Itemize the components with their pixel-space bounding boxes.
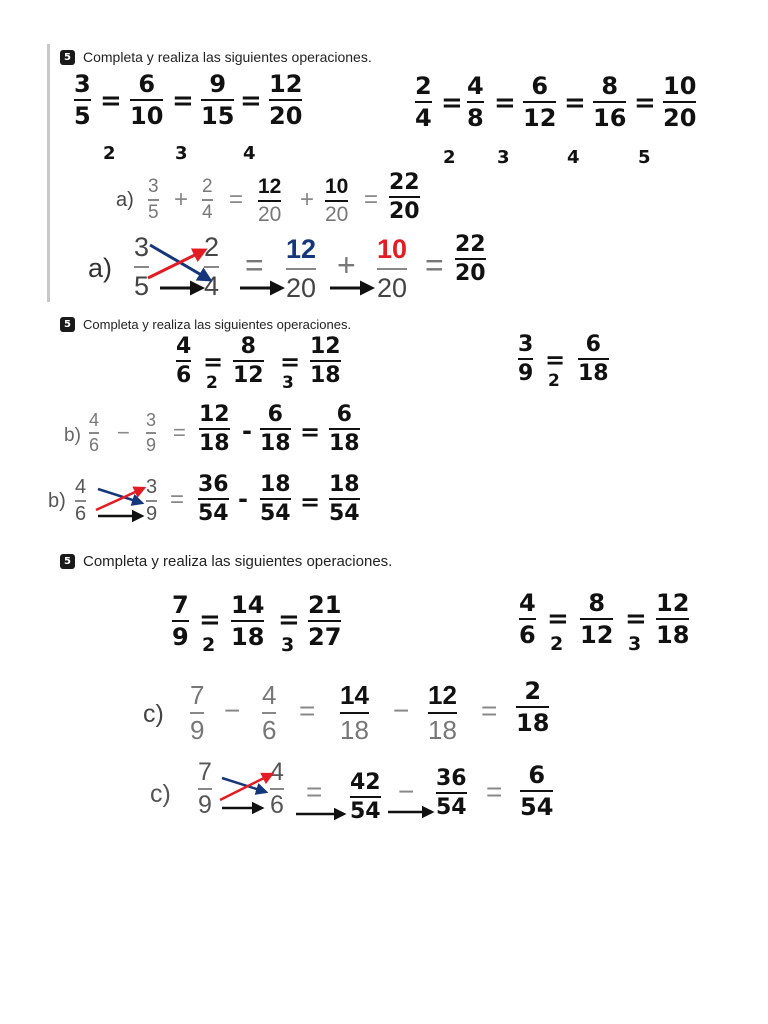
equals-sign: = [280, 348, 301, 376]
fraction: 4 6 [262, 680, 277, 745]
equals-sign: = [245, 247, 264, 283]
equals-sign: = [625, 604, 647, 634]
minus-sign: − [117, 420, 130, 445]
equals-sign: = [278, 605, 300, 635]
equals-sign: = [564, 88, 586, 118]
item-label: a) [88, 253, 113, 283]
equals-sign: = [545, 346, 566, 374]
exercise-badge: 5 [60, 50, 75, 65]
item-label: a) [116, 189, 134, 211]
fraction: 18 54 [260, 472, 291, 526]
item-label: b) [64, 425, 81, 446]
fraction: 4 6 [89, 410, 100, 455]
equals-sign: = [486, 776, 503, 807]
fraction: 10 20 [325, 175, 349, 226]
fraction: 3 9 [518, 332, 534, 386]
multiplier: 2 [443, 147, 456, 168]
plus-sign: + [300, 186, 315, 213]
equals-sign: = [172, 86, 194, 116]
fraction: 7 9 [190, 680, 205, 745]
heading-text: Completa y realiza las siguientes operaciones. [83, 49, 372, 65]
equals-sign: = [173, 420, 186, 445]
multiplier: 4 [243, 143, 256, 164]
multiplier: 2 [202, 634, 216, 656]
exercise-badge: 5 [60, 317, 75, 332]
fraction: 10 20 [377, 234, 408, 303]
fraction: 12 18 [199, 402, 230, 456]
heading-text: Completa y realiza las siguientes operaciones. [83, 553, 393, 570]
fraction: 12 18 [310, 334, 341, 388]
fraction: 2 4 [415, 72, 432, 132]
fraction: 6 18 [329, 402, 360, 456]
multiplier: 2 [550, 633, 564, 655]
fraction: 4 6 [75, 476, 87, 525]
fraction: 6 12 [523, 72, 557, 132]
fraction: 8 16 [593, 72, 627, 132]
fraction: 3 9 [146, 476, 158, 525]
multiplier: 3 [175, 143, 188, 164]
fraction: 8 12 [580, 589, 614, 649]
equals-sign: = [494, 88, 516, 118]
fraction: 12 18 [428, 680, 457, 745]
fraction: 6 18 [260, 402, 291, 456]
minus-sign: − [224, 695, 241, 726]
fraction: 36 54 [198, 472, 229, 526]
minus-sign: - [242, 417, 252, 445]
equals-sign: = [199, 605, 221, 635]
equals-sign: = [481, 695, 498, 726]
equals-sign: = [364, 186, 379, 213]
fraction: 6 54 [520, 761, 554, 821]
multiplier: 3 [281, 634, 295, 656]
fraction: 7 9 [172, 591, 189, 651]
cross-arrow-red [220, 774, 272, 800]
plus-sign: + [174, 186, 189, 213]
minus-sign: − [393, 695, 410, 726]
fraction: 3 5 [148, 176, 159, 223]
multiplier: 3 [282, 373, 294, 393]
minus-sign: − [398, 776, 415, 807]
fraction: 3 5 [134, 232, 150, 301]
fraction: 4 8 [467, 72, 484, 132]
fraction: 4 6 [176, 334, 192, 388]
multiplier: 4 [567, 147, 580, 168]
equals-sign: = [300, 418, 321, 446]
multiplier: 2 [103, 143, 116, 164]
fraction: 2 4 [202, 176, 213, 223]
equals-sign: = [441, 88, 463, 118]
fraction: 6 10 [130, 70, 164, 130]
fraction: 10 20 [663, 72, 697, 132]
equals-sign: = [240, 86, 262, 116]
fraction: 12 20 [286, 234, 317, 303]
plus-sign: + [337, 247, 356, 283]
item-label: c) [150, 780, 171, 808]
multiplier: 3 [497, 147, 510, 168]
fraction: 2 18 [516, 677, 550, 737]
fraction: 12 20 [258, 175, 282, 226]
equals-sign: = [229, 186, 244, 213]
fraction: 7 9 [198, 758, 212, 819]
equals-sign: = [306, 776, 323, 807]
item-label: c) [143, 700, 164, 728]
equals-sign: = [203, 348, 224, 376]
fraction: 22 20 [389, 170, 420, 224]
equals-sign: = [170, 486, 185, 513]
fraction: 22 20 [455, 232, 486, 286]
equals-sign: = [299, 695, 316, 726]
fraction: 12 18 [656, 589, 690, 649]
fraction: 12 20 [269, 70, 303, 130]
equals-sign: = [300, 488, 321, 516]
fraction: 36 54 [436, 766, 467, 820]
equals-sign: = [425, 247, 444, 283]
fraction: 42 54 [350, 770, 381, 824]
multiplier: 2 [206, 373, 218, 393]
fraction: 2 4 [204, 232, 220, 301]
equals-sign: = [634, 88, 656, 118]
heading-text: Completa y realiza las siguientes operaciones. [83, 317, 352, 332]
fraction: 14 18 [340, 680, 369, 745]
fraction: 18 54 [329, 472, 360, 526]
fraction: 3 9 [146, 410, 157, 455]
item-label: b) [48, 490, 66, 512]
fraction: 4 6 [270, 758, 284, 819]
multiplier: 2 [548, 371, 560, 391]
fraction: 21 27 [308, 591, 342, 651]
fraction: 8 12 [233, 334, 264, 388]
fraction: 3 5 [74, 70, 91, 130]
equals-sign: = [100, 86, 122, 116]
exercise-badge: 5 [60, 554, 75, 569]
fraction: 9 15 [201, 70, 235, 130]
multiplier: 3 [628, 633, 642, 655]
equals-sign: = [547, 604, 569, 634]
fraction: 4 6 [519, 589, 536, 649]
fraction: 14 18 [231, 591, 265, 651]
minus-sign: - [238, 485, 248, 513]
multiplier: 5 [638, 147, 651, 168]
fraction: 6 18 [578, 332, 609, 386]
